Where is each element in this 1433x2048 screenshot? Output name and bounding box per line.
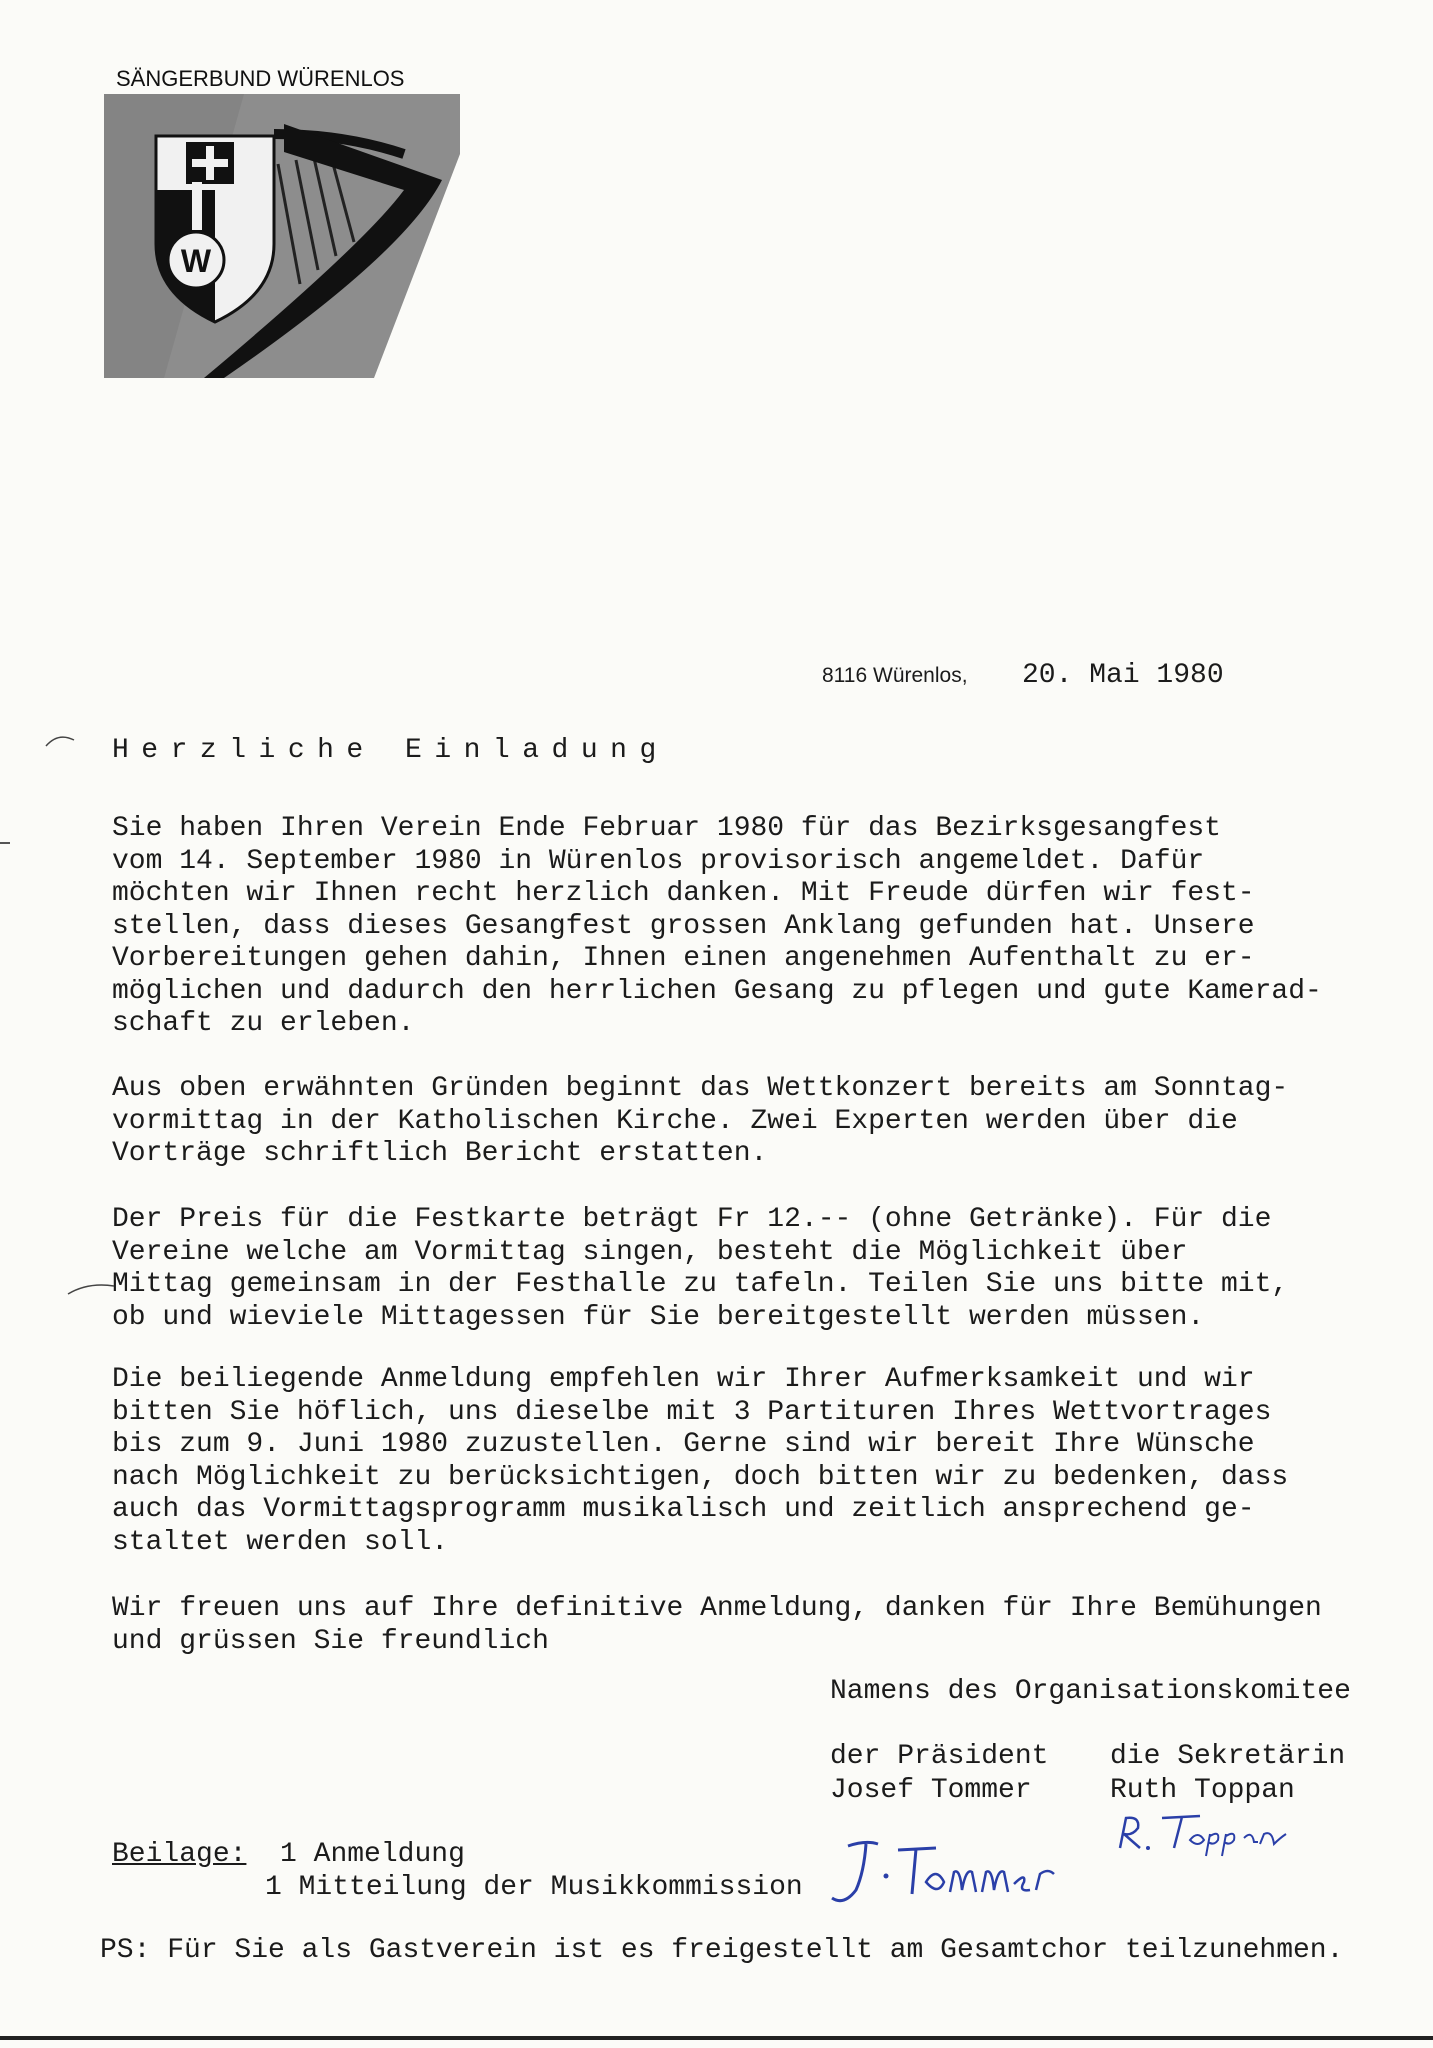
text-line: möchten wir Ihnen recht herzlich danken. Mit Freude dürfen wir fest- (112, 878, 1255, 909)
text-line: Die beiliegende Anmeldung empfehlen wir Ihrer Aufmerksamkeit und wir (112, 1364, 1255, 1395)
signatory-name: Ruth Toppan (1110, 1775, 1295, 1806)
enclosure-item: 1 Anmeldung (280, 1839, 465, 1870)
text-line: Wir freuen uns auf Ihre definitive Anmeldung, danken für Ihre Bemühungen (112, 1593, 1322, 1624)
margin-tick (0, 842, 10, 844)
paragraph-2 (112, 1073, 1382, 1171)
club-name: SÄNGERBUND WÜRENLOS (116, 66, 405, 91)
letterhead-logo (104, 64, 460, 378)
text-line: Der Preis für die Festkarte beträgt Fr 12.-- (ohne Getränke). Für die (112, 1204, 1272, 1235)
signatory-secretary (1110, 1740, 1345, 1808)
closing-line: Namens des Organisationskomitee (830, 1676, 1351, 1707)
text-line: nach Möglichkeit zu berücksichtigen, doch bitten wir zu bedenken, dass (112, 1461, 1289, 1493)
text-line: Vorträge schriftlich Bericht erstatten. (112, 1138, 768, 1169)
enclosure-item: 1 Mitteilung der Musikkommission (265, 1872, 803, 1903)
text-line: ob und wieviele Mittagessen für Sie bereitgestellt werden müssen. (112, 1301, 1205, 1333)
scan-edge-line (0, 2036, 1433, 2040)
text-line: bis zum 9. Juni 1980 zuzustellen. Gerne sind wir bereit Ihre Wünsche (112, 1429, 1255, 1460)
letter-date: 20. Mai 1980 (1022, 660, 1224, 691)
text-line: schaft zu erleben. (112, 1008, 415, 1039)
svg-text:W: W (180, 243, 212, 279)
text-line: Sie haben Ihren Verein Ende Februar 1980 für das Bezirksgesangfest (112, 813, 1221, 844)
margin-mark-icon (66, 1278, 116, 1298)
signature-tommer-icon (826, 1832, 1096, 1912)
enclosures-label: Beilage: (112, 1839, 247, 1870)
text-line: und grüssen Sie freundlich (112, 1625, 549, 1657)
text-line: bitten Sie höflich, uns dieselbe mit 3 Partituren Ihres Wettvortrages (112, 1396, 1272, 1428)
enclosures (112, 1838, 803, 1904)
letter-title: Herzliche Einladung (112, 735, 669, 766)
text-line: Aus oben erwähnten Gründen beginnt das Wettkonzert bereits am Sonntag- (112, 1073, 1289, 1104)
text-line: Vorbereitungen gehen dahin, Ihnen einen angenehmen Aufenthalt zu er- (112, 943, 1255, 974)
paragraph-5 (112, 1593, 1382, 1658)
signatory-name: Josef Tommer (830, 1775, 1032, 1806)
club-emblem-icon (104, 94, 460, 378)
paragraph-1 (112, 813, 1382, 1041)
text-line: staltet werden soll. (112, 1526, 449, 1558)
signatory-role: die Sekretärin (1110, 1741, 1346, 1772)
signature-toppan-icon (1110, 1808, 1300, 1858)
text-line: Vereine welche am Vormittag singen, besteht die Möglichkeit über (112, 1236, 1188, 1268)
text-line: auch das Vormittagsprogramm musikalisch und zeitlich ansprechend ge- (112, 1494, 1255, 1525)
text-line: vormittag in der Katholischen Kirche. Zwei Experten werden über die (112, 1105, 1238, 1137)
paragraph-4 (112, 1364, 1382, 1559)
place-line: 8116 Würenlos, (822, 664, 968, 687)
signatory-role: der Präsident (830, 1741, 1049, 1772)
margin-mark-icon (44, 730, 84, 750)
text-line: vom 14. September 1980 in Würenlos provisorisch angemeldet. Dafür (112, 845, 1205, 877)
postscript: PS: Für Sie als Gastverein ist es freigestellt am Gesamtchor teilzunehmen. (100, 1935, 1344, 1966)
text-line: stellen, dass dieses Gesangfest grossen Anklang gefunden hat. Unsere (112, 910, 1255, 942)
text-line: möglichen und dadurch den herrlichen Gesang zu pflegen und gute Kamerad- (112, 975, 1322, 1007)
signatory-president (830, 1740, 1048, 1808)
paragraph-3 (112, 1204, 1382, 1334)
text-line: Mittag gemeinsam in der Festhalle zu tafeln. Teilen Sie uns bitte mit, (112, 1269, 1289, 1300)
